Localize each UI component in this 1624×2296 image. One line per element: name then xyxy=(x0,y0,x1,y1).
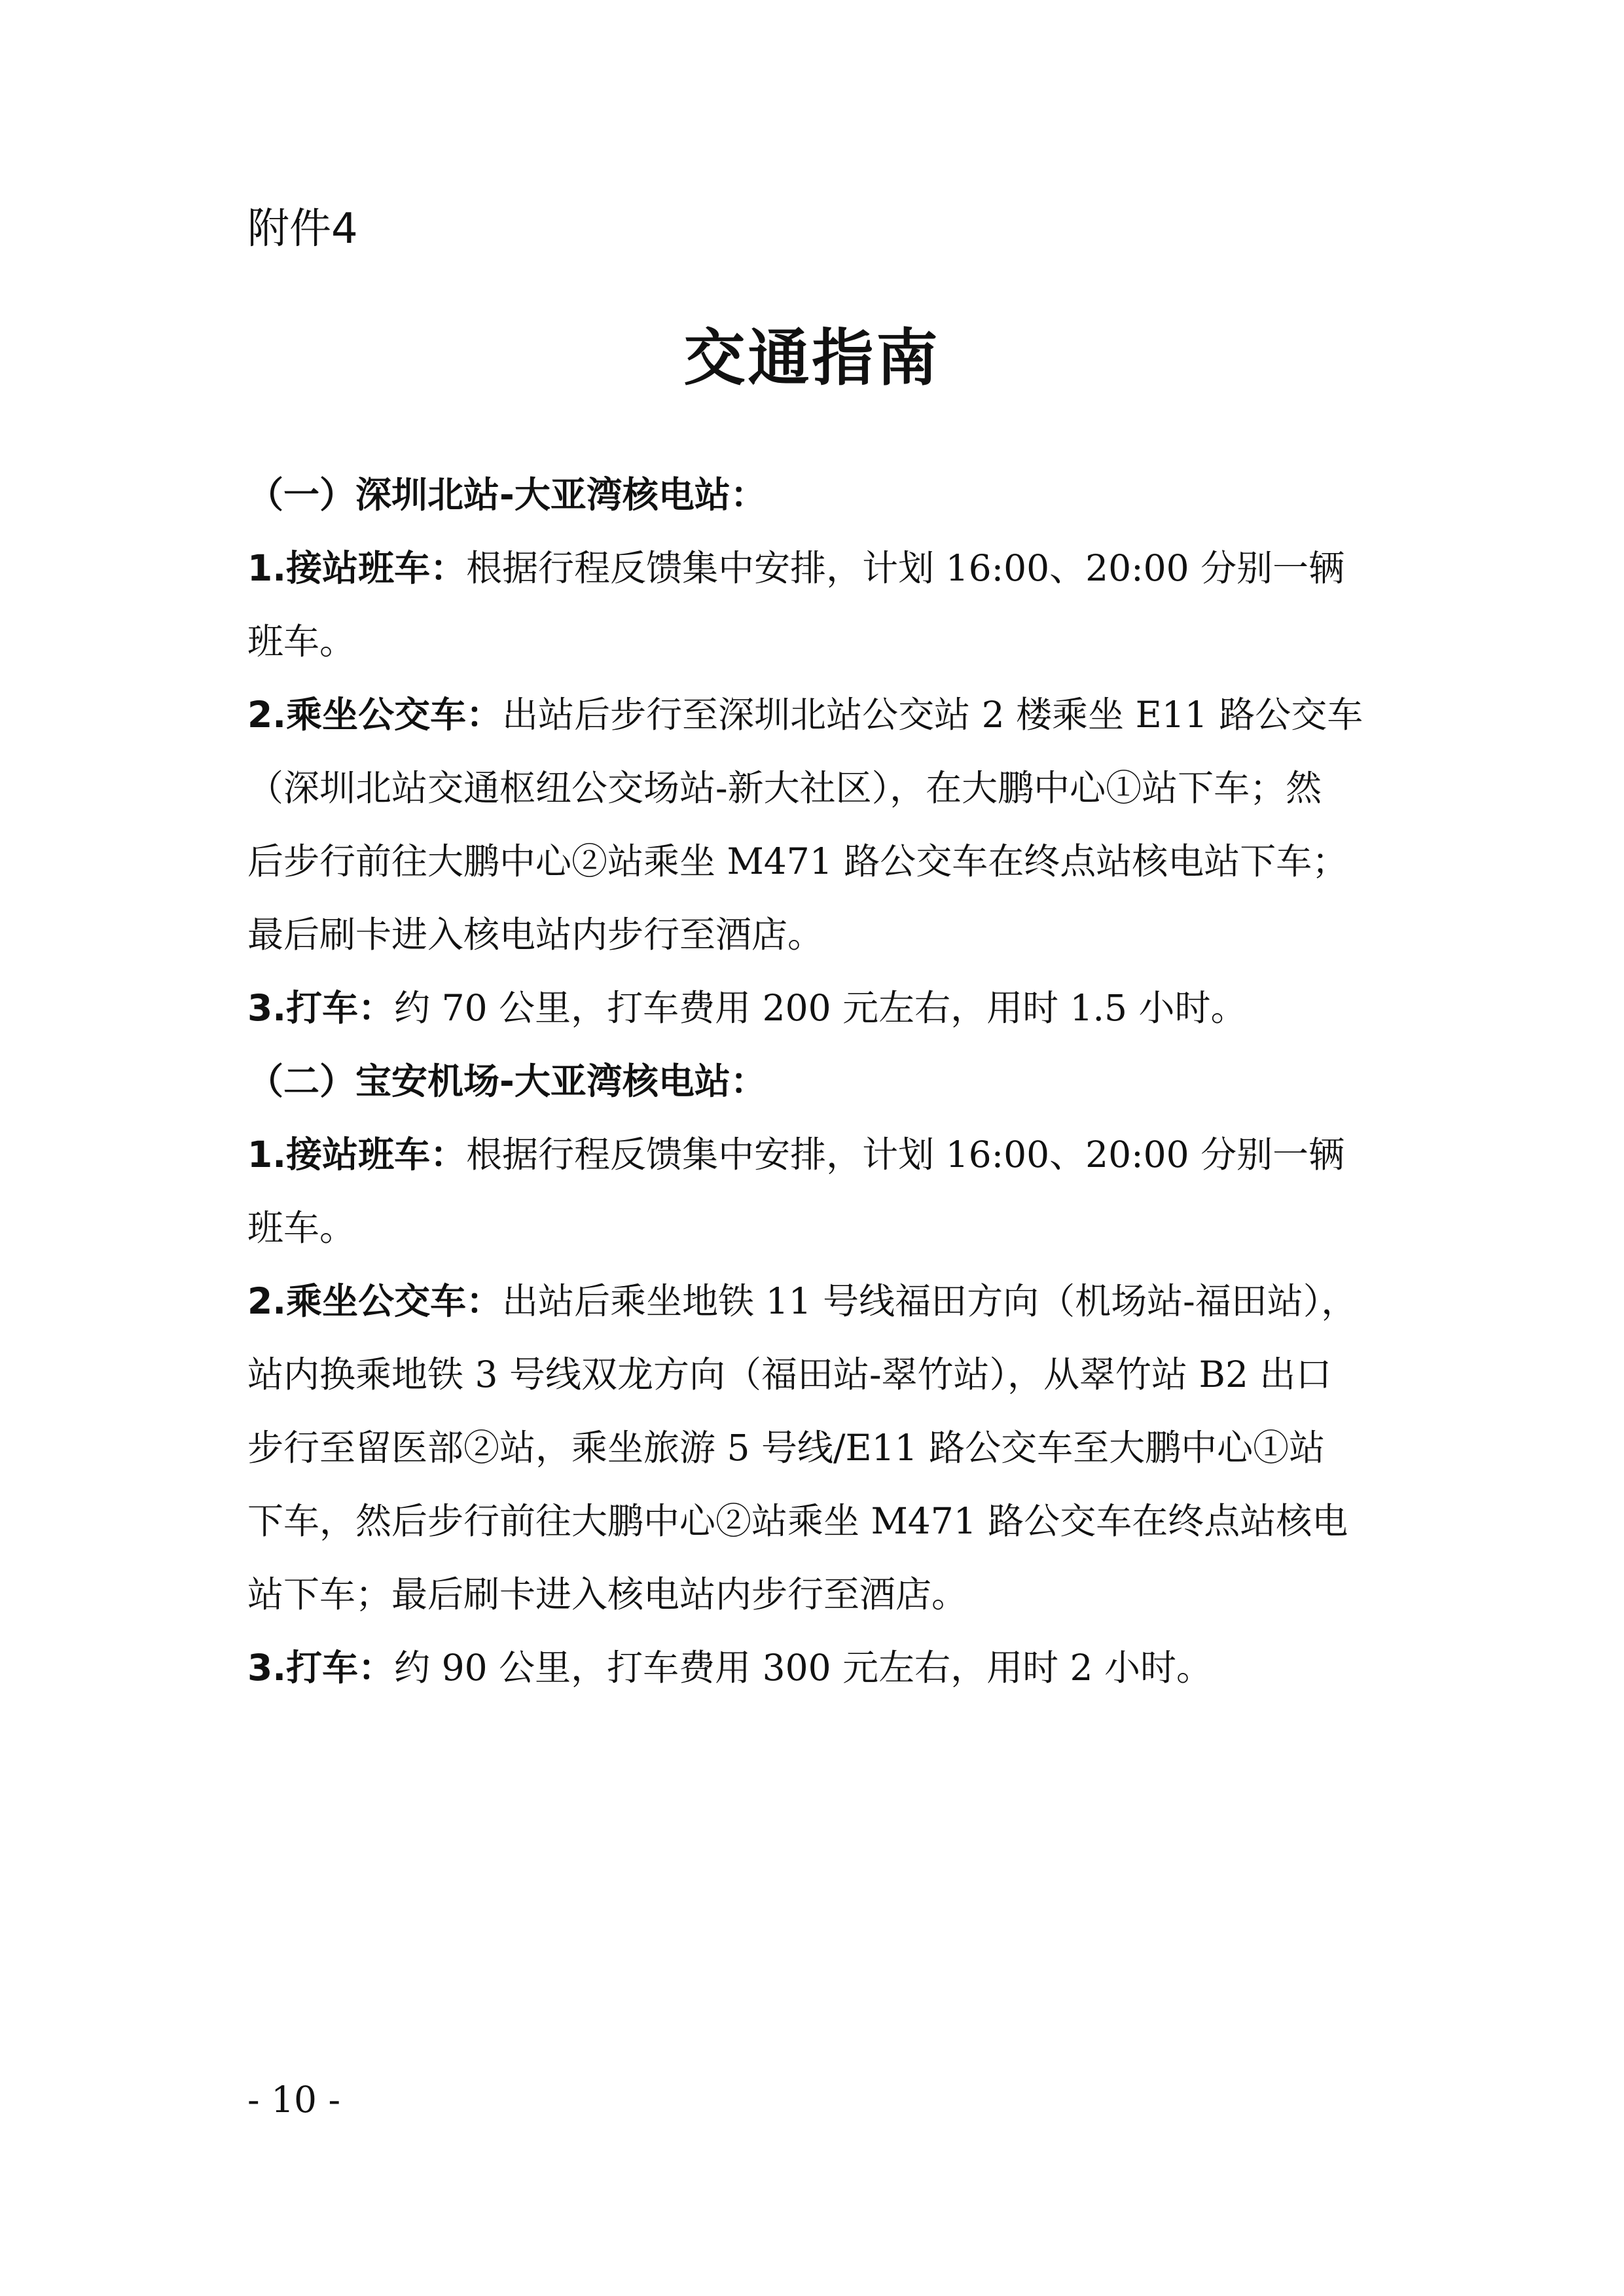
item-text: 根据行程反馈集中安排，计划 16:00、20:00 分别一辆 xyxy=(466,1134,1345,1175)
item-continuation-line: 后步行前往大鹏中心②站乘坐 M471 路公交车在终点站核电站下车； xyxy=(247,840,1348,882)
page-title: 交通指南 xyxy=(683,323,941,394)
list-item xyxy=(247,678,1401,751)
list-item xyxy=(247,971,1401,1045)
item-label: 3.打车： xyxy=(247,987,395,1029)
item-continuation-line: 下车，然后步行前往大鹏中心②站乘坐 M471 路公交车在终点站核电 xyxy=(247,1500,1348,1542)
item-label: 2.乘坐公交车： xyxy=(247,1280,503,1322)
item-text: 根据行程反馈集中安排，计划 16:00、20:00 分别一辆 xyxy=(466,547,1345,589)
page-number: - 10 - xyxy=(247,2079,341,2121)
item-text: 出站后乘坐地铁 11 号线福田方向（机场站-福田站）， xyxy=(502,1280,1358,1322)
item-continuation-line: 步行至留医部②站，乘坐旅游 5 号线/E11 路公交车至大鹏中心①站 xyxy=(247,1427,1326,1469)
item-label: 3.打车： xyxy=(247,1647,395,1689)
section-heading: （一）深圳北站-大亚湾核电站： xyxy=(247,474,767,516)
item-continuation-line: 最后刷卡进入核电站内步行至酒店。 xyxy=(247,914,824,956)
attachment-label: 附件4 xyxy=(247,205,358,253)
item-label: 1.接站班车： xyxy=(247,547,467,589)
item-label: 2.乘坐公交车： xyxy=(247,694,503,736)
list-item xyxy=(247,1118,1401,1191)
list-item xyxy=(247,1631,1401,1704)
item-text: 约 90 公里，打车费用 300 元左右，用时 2 小时。 xyxy=(394,1647,1213,1689)
item-continuation-line: 站下车；最后刷卡进入核电站内步行至酒店。 xyxy=(247,1573,968,1615)
section-heading: （二）宝安机场-大亚湾核电站： xyxy=(247,1060,767,1102)
list-item xyxy=(247,1265,1401,1338)
list-item xyxy=(247,531,1401,605)
item-continuation-line: 站内换乘地铁 3 号线双龙方向（福田站-翠竹站），从翠竹站 B2 出口 xyxy=(247,1354,1332,1395)
item-label: 1.接站班车： xyxy=(247,1134,467,1175)
item-continuation-line: 班车。 xyxy=(247,620,356,662)
item-text: 出站后步行至深圳北站公交站 2 楼乘坐 E11 路公交车 xyxy=(502,694,1363,736)
item-continuation-line: 班车。 xyxy=(247,1207,356,1249)
item-continuation-line: （深圳北站交通枢纽公交场站-新大社区），在大鹏中心①站下车；然 xyxy=(247,767,1322,809)
item-text: 约 70 公里，打车费用 200 元左右，用时 1.5 小时。 xyxy=(394,987,1247,1029)
section-1 xyxy=(247,458,1401,1704)
